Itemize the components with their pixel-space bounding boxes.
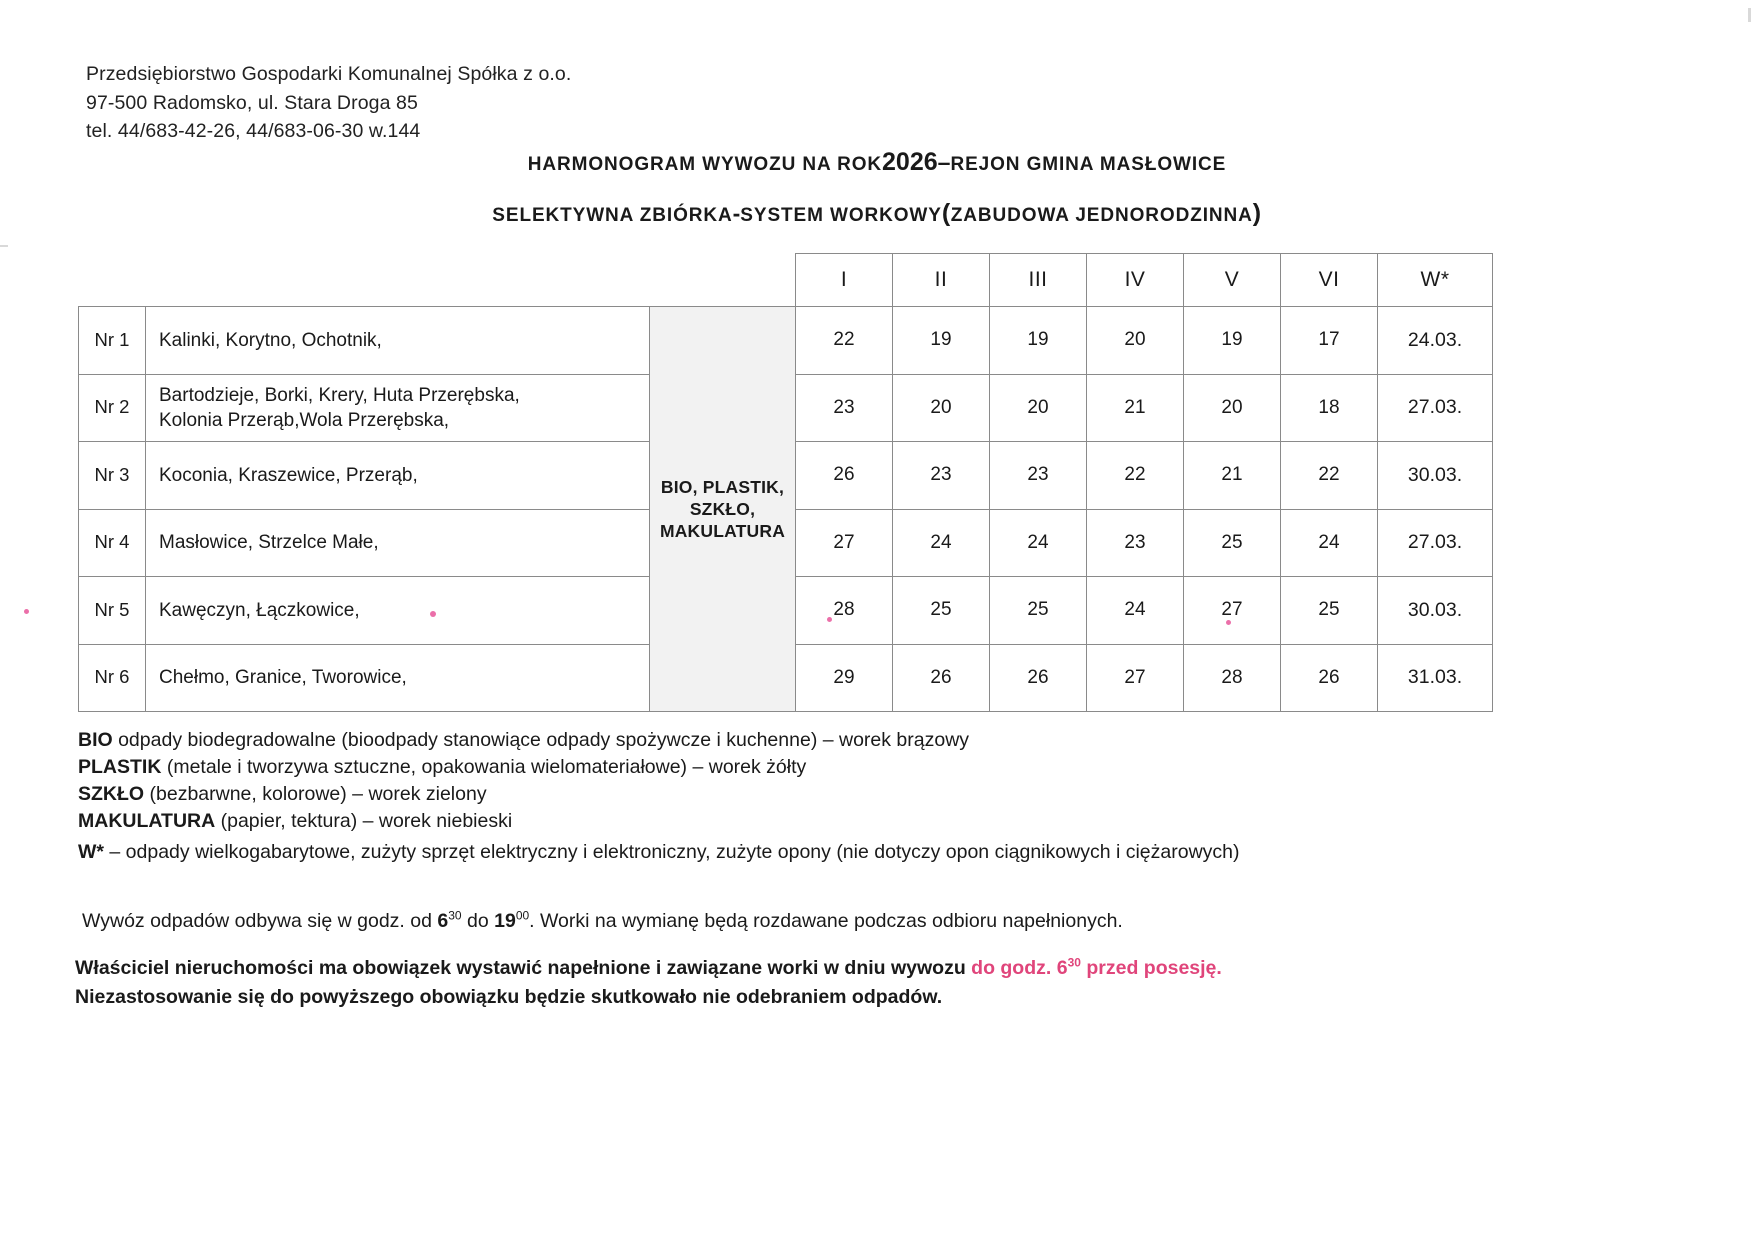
title-line-1	[0, 148, 1754, 177]
company-name: Przedsiębiorstwo Gospodarki Komunalnej Spółka z o.o.	[86, 63, 572, 85]
row-area-line: Bartodzieje, Borki, Krery, Huta Przerębska,	[159, 384, 520, 406]
bulky-waste-note	[78, 839, 1240, 866]
row-area-line: Kolonia Przerąb,Wola Przerębska,	[159, 409, 450, 431]
fraction-line-1: BIO, PLASTIK,	[660, 477, 785, 497]
row-areas	[146, 644, 650, 712]
obligation-text-red-end: przed posesję.	[1080, 957, 1222, 979]
hours-text-part2: do	[461, 910, 495, 932]
fraction-line-2: SZKŁO,	[689, 499, 756, 519]
header-spacer-area	[146, 254, 650, 307]
row-areas	[146, 442, 650, 510]
title-dash: –	[937, 149, 951, 175]
cell-month-2: 24	[893, 509, 990, 577]
cell-month-5: 19	[1184, 307, 1281, 375]
legend-makulatura	[78, 808, 969, 835]
cell-month-5: 25	[1184, 509, 1281, 577]
legend-plastik	[78, 754, 969, 781]
company-address: 97-500 Radomsko, ul. Stara Droga 85	[86, 91, 418, 114]
legend-szklo-text: (bezbarwne, kolorowe) – worek zielony	[144, 783, 487, 805]
row-number-label: Nr 3	[94, 463, 130, 485]
cell-bulky-date: 30.03.	[1378, 442, 1493, 510]
cell-month-5: 20	[1184, 374, 1281, 442]
cell-month-5: 28	[1184, 644, 1281, 712]
obligation-text-black: Właściciel nieruchomości ma obowiązek wystawić napełnione i zawiązane worki w dniu wywozu	[75, 957, 972, 979]
title-line-2	[0, 199, 1754, 228]
row-number	[79, 442, 146, 510]
title-region: REJON GMINA MASŁOWICE	[950, 154, 1227, 175]
row-area-line: Kalinki, Korytno, Ochotnik,	[159, 329, 382, 351]
waste-fraction-legend	[78, 727, 969, 835]
hours-to-hour: 19	[494, 910, 516, 932]
scan-edge-artifact	[1748, 8, 1751, 22]
hours-text-part3: . Worki na wymianę będą rozdawane podczas odbioru napełnionych.	[529, 910, 1123, 932]
legend-bio	[78, 727, 969, 754]
row-number	[79, 644, 146, 712]
fraction-cell	[650, 307, 796, 712]
header-month-5: V	[1184, 254, 1281, 307]
subtitle-paren-open: (	[941, 199, 951, 227]
row-areas	[146, 577, 650, 645]
legend-makulatura-text: (papier, tektura) – worek niebieski	[215, 810, 513, 832]
hours-to-minutes: 00	[515, 908, 530, 923]
table-row	[79, 307, 1493, 375]
document-title-block	[0, 148, 1754, 228]
cell-bulky-date: 24.03.	[1378, 307, 1493, 375]
legend-szklo-label: SZKŁO	[78, 783, 145, 805]
cell-month-6: 26	[1281, 644, 1378, 712]
owner-obligation-note	[75, 954, 1222, 1012]
cell-month-6: 22	[1281, 442, 1378, 510]
cell-month-4: 23	[1087, 509, 1184, 577]
header-month-3: III	[990, 254, 1087, 307]
cell-month-6: 17	[1281, 307, 1378, 375]
cell-month-3: 25	[990, 577, 1087, 645]
cell-month-3: 20	[990, 374, 1087, 442]
header-month-2: II	[893, 254, 990, 307]
cell-month-4: 24	[1087, 577, 1184, 645]
collection-schedule-table	[78, 253, 1493, 712]
cell-month-4: 22	[1087, 442, 1184, 510]
hours-text-part1: Wywóz odpadów odbywa się w godz. od	[82, 910, 438, 932]
title-year: 2026	[882, 148, 938, 176]
obligation-line-2: Niezastosowanie się do powyższego obowiązku będzie skutkowało nie odebraniem odpadów.	[75, 986, 943, 1008]
cell-bulky-date: 27.03.	[1378, 374, 1493, 442]
cell-month-5: 21	[1184, 442, 1281, 510]
row-area-line: Kawęczyn, Łączkowice,	[159, 599, 360, 621]
cell-month-2: 26	[893, 644, 990, 712]
header-month-6: VI	[1281, 254, 1378, 307]
cell-month-6: 24	[1281, 509, 1378, 577]
cell-month-4: 20	[1087, 307, 1184, 375]
row-number-label: Nr 2	[94, 396, 130, 418]
cell-month-1: 22	[796, 307, 893, 375]
row-areas	[146, 307, 650, 375]
row-number	[79, 307, 146, 375]
obligation-red-minutes: 30	[1067, 955, 1081, 970]
cell-month-4: 21	[1087, 374, 1184, 442]
company-phone: tel. 44/683-42-26, 44/683-06-30 w.144	[86, 120, 421, 142]
cell-month-5: 27	[1184, 577, 1281, 645]
legend-plastik-label: PLASTIK	[78, 756, 162, 778]
header-bulky-waste: W*	[1378, 254, 1493, 307]
row-number-label: Nr 1	[94, 328, 130, 350]
row-number-label: Nr 6	[94, 666, 130, 688]
legend-bio-text: odpady biodegradowalne (bioodpady stanowiące odpady spożywcze i kuchenne) – worek brązowy	[112, 729, 970, 751]
cell-month-3: 24	[990, 509, 1087, 577]
row-area-line: Koconia, Kraszewice, Przerąb,	[159, 464, 418, 486]
cell-month-1: 28	[796, 577, 893, 645]
row-number	[79, 577, 146, 645]
cell-month-6: 18	[1281, 374, 1378, 442]
obligation-text-red: do godz.	[971, 957, 1057, 979]
cell-month-1: 23	[796, 374, 893, 442]
row-number-label: Nr 4	[94, 531, 130, 553]
subtitle-system: SYSTEM WORKOWY	[740, 205, 942, 226]
cell-bulky-date: 30.03.	[1378, 577, 1493, 645]
hours-from-hour: 6	[437, 910, 449, 932]
cell-month-3: 19	[990, 307, 1087, 375]
cell-month-3: 26	[990, 644, 1087, 712]
collection-hours-note	[82, 908, 1123, 935]
row-areas	[146, 374, 650, 442]
cell-month-6: 25	[1281, 577, 1378, 645]
cell-month-2: 20	[893, 374, 990, 442]
cell-month-1: 29	[796, 644, 893, 712]
bulky-waste-note-label: W*	[78, 841, 104, 863]
legend-szklo	[78, 781, 969, 808]
row-number-label: Nr 5	[94, 598, 130, 620]
cell-month-3: 23	[990, 442, 1087, 510]
cell-month-1: 26	[796, 442, 893, 510]
bulky-waste-note-text: – odpady wielkogabarytowe, zużyty sprzęt elektryczny i elektroniczny, zużyte opony (nie dotyczy opon ciągnikowych i ciężarowych)	[104, 841, 1240, 863]
title-prefix: HARMONOGRAM WYWOZU NA ROK	[527, 154, 883, 175]
obligation-red-hour: 6	[1056, 957, 1068, 979]
cell-month-2: 23	[893, 442, 990, 510]
cell-month-1: 27	[796, 509, 893, 577]
table-header-row	[79, 254, 1493, 307]
subtitle-dash: -	[732, 200, 741, 226]
hours-from-minutes: 30	[448, 908, 462, 923]
cell-month-2: 19	[893, 307, 990, 375]
header-month-1: I	[796, 254, 893, 307]
cell-month-2: 25	[893, 577, 990, 645]
legend-plastik-text: (metale i tworzywa sztuczne, opakowania wielomateriałowe) – worek żółty	[161, 756, 807, 778]
header-spacer-nr	[79, 254, 146, 307]
company-letterhead	[86, 60, 571, 146]
row-number	[79, 374, 146, 442]
row-area-line: Masłowice, Strzelce Małe,	[159, 532, 379, 554]
cell-bulky-date: 31.03.	[1378, 644, 1493, 712]
row-number	[79, 509, 146, 577]
cell-month-4: 27	[1087, 644, 1184, 712]
fraction-line-3: MAKULATURA	[659, 521, 786, 541]
scan-speck	[24, 609, 29, 614]
header-month-4: IV	[1087, 254, 1184, 307]
row-area-line: Chełmo, Granice, Tworowice,	[159, 667, 407, 689]
legend-makulatura-label: MAKULATURA	[78, 810, 216, 832]
scan-edge-artifact	[0, 245, 8, 247]
subtitle-building-type: ZABUDOWA JEDNORODZINNA	[950, 205, 1253, 226]
subtitle-collection-type: SELEKTYWNA ZBIÓRKA	[492, 205, 733, 226]
legend-bio-label: BIO	[78, 729, 113, 751]
header-spacer-fraction	[650, 254, 796, 307]
obligation-line-1	[75, 954, 1222, 983]
subtitle-paren-close: )	[1252, 199, 1262, 227]
row-areas	[146, 509, 650, 577]
cell-bulky-date: 27.03.	[1378, 509, 1493, 577]
